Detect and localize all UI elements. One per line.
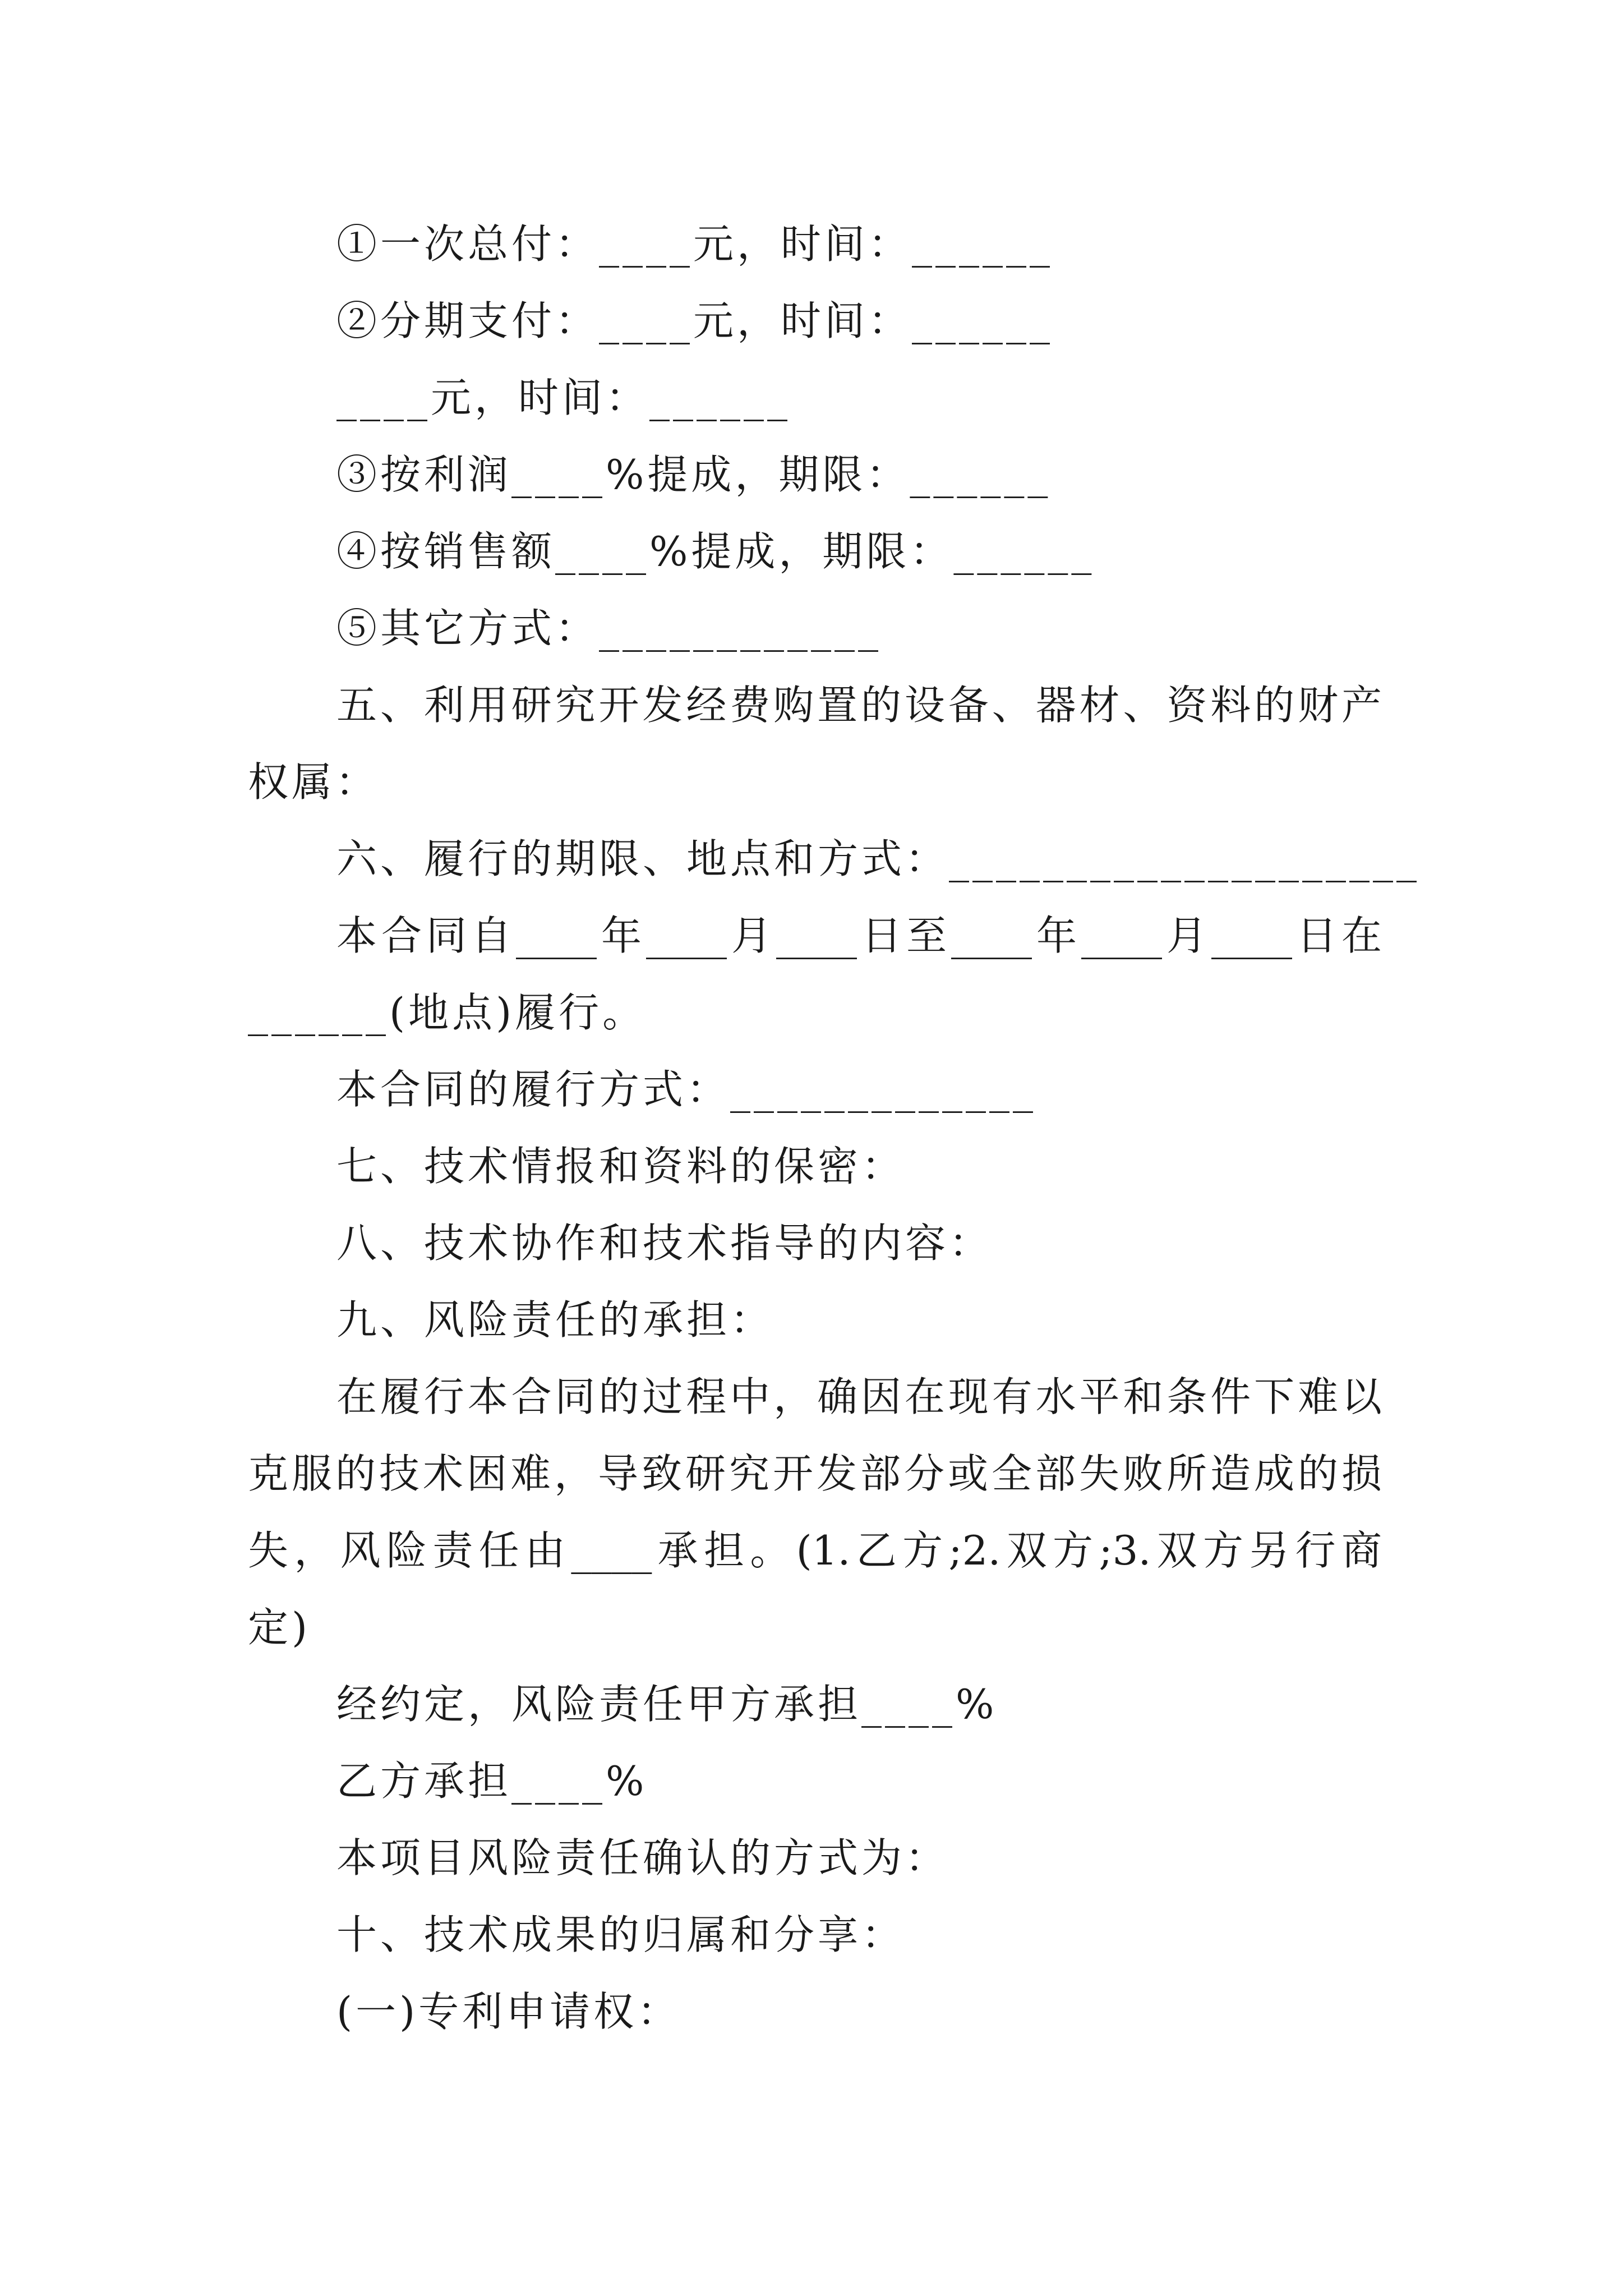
- section-6-heading: 六、履行的期限、地点和方式：____________________: [336, 835, 1421, 882]
- payment-sales-share: ④按销售额____%提成，期限：______: [336, 528, 1095, 575]
- section-10-heading: 十、技术成果的归属和分享：: [336, 1911, 906, 1958]
- risk-party-b-share: 乙方承担____%: [336, 1757, 648, 1805]
- risk-paragraph-line-4: 定): [248, 1604, 311, 1651]
- risk-paragraph-line-3: 失，风险责任由____承担。(1.乙方;2.双方;3.双方另行商: [248, 1527, 1382, 1574]
- contract-location-line: ______(地点)履行。: [248, 989, 647, 1036]
- payment-installment-second: ____元，时间：______: [336, 374, 791, 421]
- payment-profit-share: ③按利润____%提成，期限：______: [336, 451, 1052, 498]
- risk-party-a-share: 经约定，风险责任甲方承担____%: [336, 1681, 998, 1728]
- risk-paragraph-line-2: 克服的技术困难，导致研究开发部分或全部失败所造成的损: [248, 1450, 1382, 1497]
- section-7-heading: 七、技术情报和资料的保密：: [336, 1143, 906, 1190]
- risk-confirmation-method: 本项目风险责任确认的方式为：: [336, 1834, 949, 1881]
- section-8-heading: 八、技术协作和技术指导的内容：: [336, 1220, 993, 1267]
- payment-other: ⑤其它方式：____________: [336, 605, 882, 652]
- section-5-continuation: 权属：: [248, 758, 380, 806]
- section-9-heading: 九、风险责任的承担：: [336, 1296, 774, 1343]
- payment-installment: ②分期支付：____元，时间：______: [336, 297, 1054, 344]
- contract-method-line: 本合同的履行方式：_____________: [336, 1066, 1037, 1113]
- section-5-heading: 五、利用研究开发经费购置的设备、器材、资料的财产: [336, 682, 1382, 729]
- payment-lump-sum: ①一次总付：____元，时间：______: [336, 220, 1054, 268]
- patent-application-right: (一)专利申请权：: [336, 1988, 681, 2035]
- contract-period-line: 本合同自____年____月____日至____年____月____日在: [336, 912, 1382, 959]
- risk-paragraph-line-1: 在履行本合同的过程中，确因在现有水平和条件下难以: [336, 1373, 1382, 1420]
